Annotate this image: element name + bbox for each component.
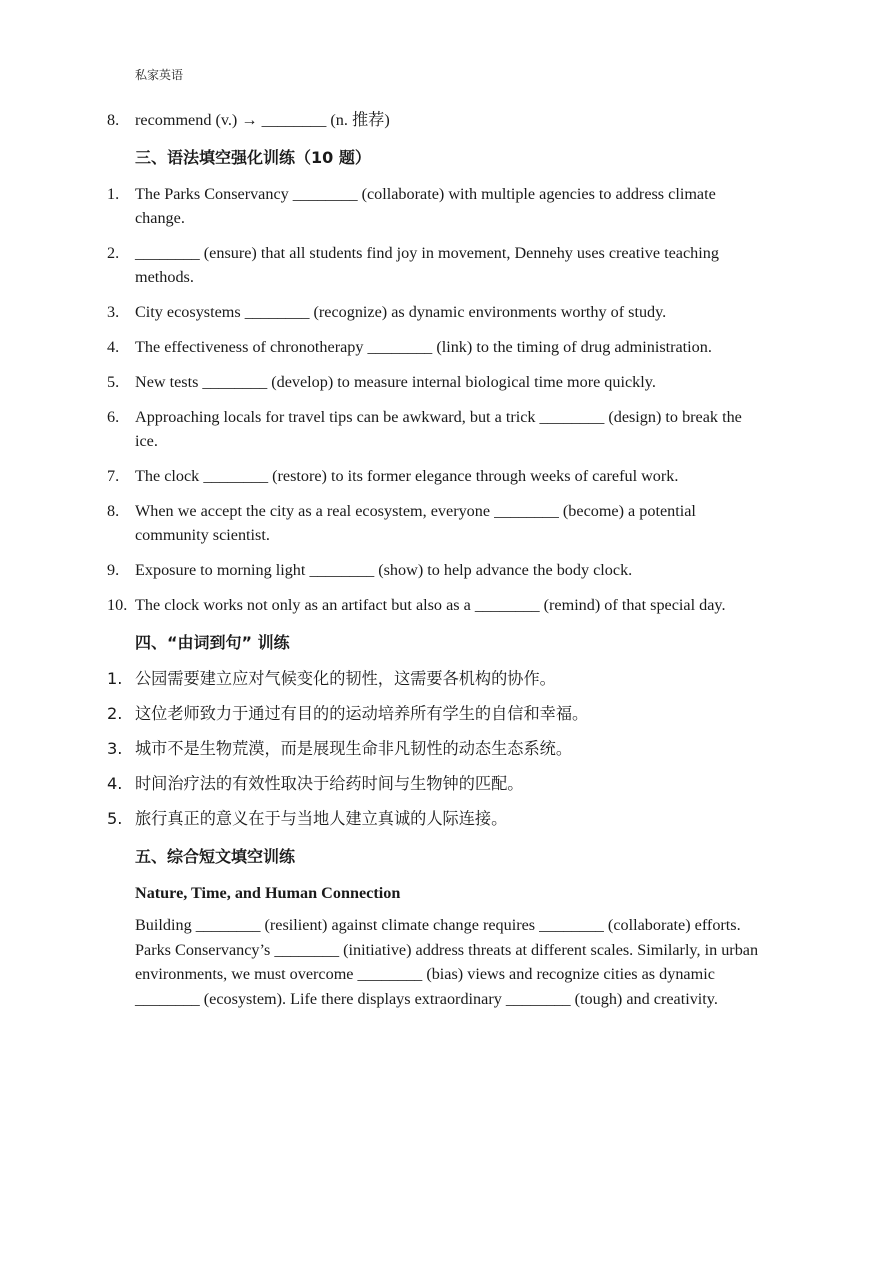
item-text: The clock works not only as an artifact but also as a ________ (remind) of that special day. (135, 596, 726, 614)
item-number: 2. (107, 704, 123, 723)
list-item (107, 667, 767, 691)
list-item (107, 702, 767, 726)
item-text: City ecosystems ________ (recognize) as dynamic environments worthy of study. (135, 303, 667, 321)
item-number: 5. (107, 809, 123, 828)
item-number: 2. (107, 244, 120, 262)
item-text: 这位老师致力于通过有目的的运动培养所有学生的自信和幸福。 (135, 704, 589, 723)
item-text: 时间治疗法的有效性取决于给药时间与生物钟的匹配。 (135, 774, 524, 793)
list-item (107, 807, 767, 831)
item-text: When we accept the city as a real ecosystem, everyone ________ (become) a potential community scientist. (135, 502, 696, 544)
item-text: The Parks Conservancy ________ (collaborate) with multiple agencies to address climate change. (135, 185, 716, 227)
passage-text: Building ________ (resilient) against climate change requires ________ (collaborate) efforts. Parks Conservancy’s ________ (initiative) address threats at different scales. Similarly, in urban environments, we must overcome ________ (bias) views and recognize cities as dynamic ________ (ecosystem). Life there displays extraordinary ________ (tough) and creativity. (135, 916, 759, 1008)
item-number: 6. (107, 408, 120, 426)
section-5-title: 五、综合短文填空训练 (135, 847, 296, 866)
item-text: 旅行真正的意义在于与当地人建立真诚的人际连接。 (135, 809, 508, 828)
item-text: 城市不是生物荒漠，而是展现生命非凡韧性的动态生态系统。 (135, 739, 573, 758)
item-text: Approaching locals for travel tips can be awkward, but a trick ________ (design) to break the ice. (135, 408, 742, 450)
item-number: 8. (107, 111, 120, 129)
list-item (107, 335, 767, 359)
list-item (107, 558, 767, 582)
section-4-title: 四、“由词到句” 训练 (135, 633, 290, 652)
list-item (107, 108, 767, 132)
item-text: Exposure to morning light ________ (show) to help advance the body clock. (135, 561, 633, 579)
document-content (107, 108, 767, 1011)
item-number: 3. (107, 303, 120, 321)
item-text: New tests ________ (develop) to measure internal biological time more quickly. (135, 373, 656, 391)
item-number: 3. (107, 739, 123, 758)
item-number: 4. (107, 774, 123, 793)
word-to-sentence-list (107, 667, 767, 831)
list-item (107, 182, 767, 230)
item-number: 4. (107, 338, 120, 356)
item-text: ________ (ensure) that all students find joy in movement, Dennehy uses creative teaching methods. (135, 244, 719, 286)
prev-section-list (107, 108, 767, 132)
list-item (107, 593, 767, 617)
item-text: The effectiveness of chronotherapy ________ (link) to the timing of drug administration. (135, 338, 712, 356)
item-text: recommend (v.) → ________ (n. 推荐) (135, 111, 390, 129)
item-number: 1. (107, 185, 120, 203)
item-number: 7. (107, 467, 120, 485)
list-item (107, 241, 767, 289)
list-item (107, 300, 767, 324)
list-item (107, 370, 767, 394)
section-3-title: 三、语法填空强化训练（10 题） (135, 148, 371, 167)
list-item (107, 499, 767, 547)
item-text: The clock ________ (restore) to its former elegance through weeks of careful work. (135, 467, 679, 485)
list-item (107, 405, 767, 453)
page-header: 私家英语 (135, 68, 184, 82)
item-number: 10. (107, 596, 128, 614)
item-text: 公园需要建立应对气候变化的韧性，这需要各机构的协作。 (135, 669, 556, 688)
item-number: 1. (107, 669, 123, 688)
list-item (107, 737, 767, 761)
list-item (107, 772, 767, 796)
item-number: 9. (107, 561, 120, 579)
list-item (107, 464, 767, 488)
grammar-fill-list (107, 182, 767, 617)
passage-title: Nature, Time, and Human Connection (135, 884, 401, 902)
item-number: 8. (107, 502, 120, 520)
item-number: 5. (107, 373, 120, 391)
